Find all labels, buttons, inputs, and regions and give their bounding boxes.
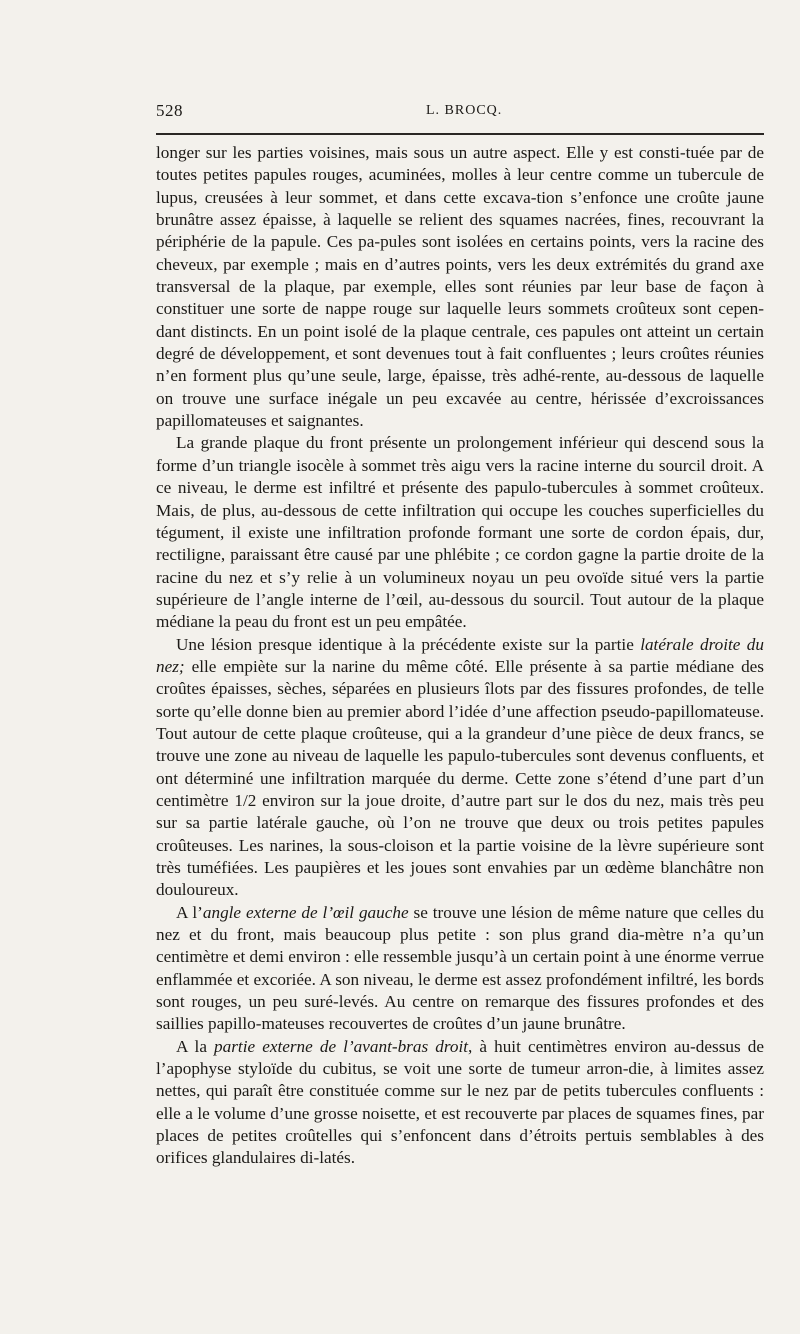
- paragraph-2: [156, 432, 764, 633]
- text-segment: A l’: [176, 902, 203, 922]
- text-segment: , à huit centimètres environ au-dessus de l’apophyse styloïde du cubitus, se voit une sorte de tumeur arron-die, à limites assez nettes, qui paraît être constituée comme sur le nez par de petits tubercules confluents : elle a le volume d’une grosse noisette, et est recouverte par places de squames fines, par places de petites croûtelles qui s’enfoncent dans d’étroits pertuis semblables à des orifices glandulaires di-latés.: [156, 1036, 764, 1168]
- italic-segment: latérale droite du nez;: [156, 634, 764, 676]
- text-segment: longer sur les parties voisines, mais sous un autre aspect. Elle y est consti-tuée par de toutes petites papules rouges, acuminées, molles à leur centre comme un tubercule de lupus, creusées à leur sommet, et dans cette excava-tion s’enfonce une croûte jaune brunâtre assez épaisse, à laquelle se relient des squames nacrées, fines, recouvrant la périphérie de la papule. Ces pa-pules sont isolées en certains points, vers la racine des cheveux, par exemple ; mais en d’autres points, vers les deux extrémités du grand axe transversal de la plaque, par exemple, elles sont réunies par leur base de façon à constituer une sorte de nappe rouge sur laquelle leurs sommets croûteux sont cepen-dant distincts. En un point isolé de la plaque centrale, ces papules ont atteint un certain degré de développement, et sont devenues tout à fait confluentes ; leurs croûtes réunies n’en forment plus qu’une seule, large, épaisse, très adhé-rente, au-dessous de laquelle on trouve une surface inégale un peu excavée au centre, hérissée d’excroissances papillomateuses et saignantes.: [156, 143, 764, 431]
- paragraph-3: [156, 634, 764, 902]
- text-segment: La grande plaque du front présente un prolongement inférieur qui descend sous la forme d’un triangle isocèle à sommet très aigu vers la racine interne du sourcil droit. A ce niveau, le derme est infiltré et présente des papulo-tubercules à sommet croûteux. Mais, de plus, au-dessous de cette infiltration qui occupe les couches superficielles du tégument, il existe une infiltration profonde formant une sorte de cordon épais, dur, rectiligne, paraissant être causé par une phlébite ; ce cordon gagne la partie droite de la racine du nez et s’y relie à un volumineux noyau un peu ovoïde situé vers la partie supérieure de l’angle interne de l’œil, au-dessous du sourcil. Tout autour de la plaque médiane la peau du front est un peu empâtée.: [156, 433, 764, 632]
- paragraph-5: [156, 1036, 764, 1170]
- italic-segment: angle externe de l’œil gauche: [202, 902, 409, 922]
- paragraph-4: [156, 902, 764, 1036]
- page-number: 528: [156, 101, 183, 120]
- body-text: [156, 142, 764, 1170]
- header-rule: [156, 133, 764, 135]
- paragraph-1: [156, 142, 764, 432]
- text-segment: Une lésion presque identique à la précédente existe sur la partie: [176, 634, 641, 654]
- running-head: [156, 101, 764, 125]
- text-segment: elle empiète sur la narine du même côté. Elle présente à sa partie médiane des croûtes épaisses, sèches, séparées en plusieurs îlots par des fissures profondes, de telle sorte qu’elle donne bien au premier abord l’idée d’une affection pseudo-papillomateuse. Tout autour de cette plaque croûteuse, qui a la grandeur d’une pièce de deux francs, se trouve une zone au niveau de laquelle les papulo-tubercules sont devenus confluents, et ont déterminé une infiltration marquée du derme. Cette zone s’étend d’une part d’un centimètre 1/2 environ sur la joue droite, d’autre part sur le dos du nez, mais très peu sur sa partie latérale gauche, où l’on ne trouve que deux ou trois petites papules croûteuses. Les narines, la sous-cloison et la partie voisine de la lèvre supérieure sont très tuméfiées. Les paupières et les joues sont envahies par un œdème blanchâtre non douloureux.: [156, 656, 764, 900]
- italic-segment: partie externe de l’avant-bras droit: [214, 1036, 469, 1056]
- text-segment: A la: [176, 1036, 215, 1056]
- running-title: L. BROCQ.: [426, 103, 503, 118]
- text-segment: se trouve une lésion de même nature que celles du nez et du front, mais beaucoup plus petite : son plus grand dia-mètre n’a qu’un centimètre et demi environ : elle ressemble jusqu’à un certain point à une énorme verrue enflammée et excoriée. A son niveau, le derme est assez profondément infiltré, les bords sont rouges, un peu suré-levés. Au centre on remarque des fissures profondes et des saillies papillo-mateuses recouvertes de croûtes d’un jaune brunâtre.: [156, 902, 765, 1034]
